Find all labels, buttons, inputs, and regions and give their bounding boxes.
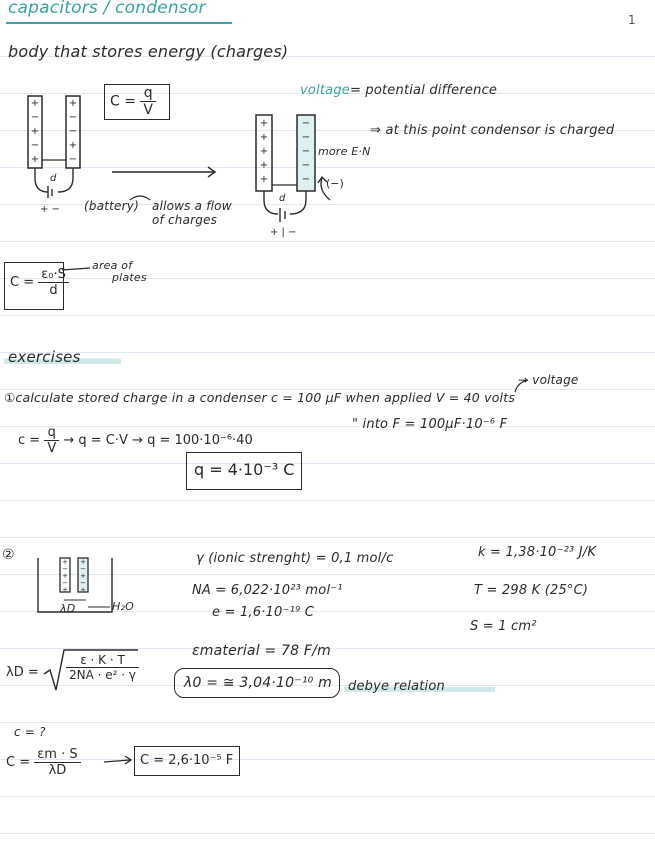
distance-label: d xyxy=(50,173,57,184)
capacitance-final-formula: C = $\frac{\varepsilon m \cdot S}{\lambda D}$ xyxy=(6,748,81,777)
charged-note: ⇒ at this point condensor is charged xyxy=(370,123,615,138)
right-capacitor-plate-b-signs: − − − − − xyxy=(301,118,311,185)
ionic-strength: γ (ionic strenght) = 0,1 mol/c xyxy=(196,551,394,566)
exercise-1-answer: q = 4·10⁻³ C xyxy=(194,460,295,479)
debye-relation-note: debye relation xyxy=(344,680,495,693)
flow-note-line1: allows a flow xyxy=(152,199,232,213)
page-number: 1 xyxy=(628,13,636,27)
avogadro-constant: NA = 6,022·10²³ mol⁻¹ xyxy=(192,583,343,598)
tube-plate-b-signs: + − + − + xyxy=(80,558,86,594)
debye-formula-fraction: $\frac{\varepsilon \cdot K \cdot T}{\text{2NA · e² · γ}}$ xyxy=(66,654,139,681)
epsilon-material: εmaterial = 78 F/m xyxy=(192,643,331,659)
plate-capacitance-formula: C = $\frac{\text{ε₀·S}}{d}$ xyxy=(10,268,69,297)
voltage-note: voltage= potential difference xyxy=(300,83,498,98)
surface-area: S = 1 cm² xyxy=(470,619,537,634)
exercise-1-statement: ①calculate stored charge in a condenser c = 100 μF when applied V = 40 volts xyxy=(4,390,516,405)
debye-formula-lhs: λD = xyxy=(6,665,39,680)
tube-plate-a-signs: + − + − + xyxy=(62,558,68,594)
debye-result: λ0 = ≅ 3,04·10⁻¹⁰ m xyxy=(184,675,332,691)
left-capacitor-plate-a-signs: + − + − + xyxy=(30,98,40,165)
boltzmann-constant: k = 1,38·10⁻²³ J/K xyxy=(478,545,597,560)
right-capacitor-plate-a-signs: + + + + + xyxy=(259,118,269,185)
exercises-heading: exercises xyxy=(4,350,121,365)
exercise-2-number: ② xyxy=(2,547,15,563)
capacitance-formula: C = $\frac{q}{V}$ xyxy=(110,86,156,117)
temperature: T = 298 K (25°C) xyxy=(474,583,589,598)
tube-debye-label: λD xyxy=(60,602,76,615)
intro-text: body that stores energy (charges) xyxy=(8,42,289,61)
exercise-1-conversion: " into F = 100μF·10⁻⁶ F xyxy=(352,417,508,432)
exercise-1-voltage-arrow: → voltage xyxy=(518,373,579,387)
battery-polarity: + − xyxy=(40,204,60,215)
exercise-1-equation: c = $\frac{q}{V}$ → q = C·V → q = 100·10⁻⁶·40 xyxy=(18,425,253,456)
negative-label: (−) xyxy=(326,177,344,190)
distance-label-2: d xyxy=(279,193,286,204)
area-note-line2: plates xyxy=(112,271,147,284)
battery-polarity-2: + | − xyxy=(270,227,297,238)
capacitance-question: c = ? xyxy=(14,725,46,739)
battery-label: (battery) xyxy=(84,199,139,213)
left-capacitor-plate-b-signs: + − − + − xyxy=(68,98,78,165)
electron-charge: e = 1,6·10⁻¹⁹ C xyxy=(212,605,314,620)
tube-water-label: H₂O xyxy=(112,600,134,613)
flow-note-line2: of charges xyxy=(152,213,218,227)
area-note-line1: area of xyxy=(92,259,133,272)
more-en-label: more E·N xyxy=(318,145,371,158)
page-title: capacitors / condensor xyxy=(8,0,206,18)
capacitance-answer: C = 2,6·10⁻⁵ F xyxy=(140,753,234,768)
